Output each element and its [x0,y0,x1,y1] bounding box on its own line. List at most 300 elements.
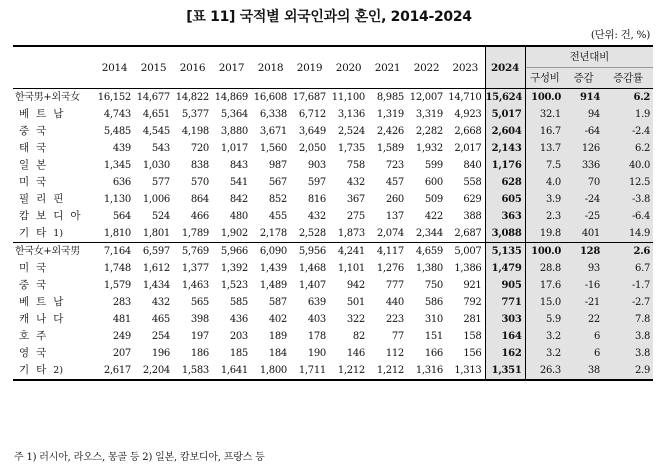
value-cell: 838 [190,160,209,171]
table-row [13,294,653,311]
rate-cell: 3.8 [603,345,653,362]
value-cell: 1,902 [220,228,248,239]
header-year: 2015 [134,46,173,89]
value-2024-cell: 1,479 [485,260,525,277]
share-cell: 15.0 [525,294,564,311]
value-cell: 158 [463,331,482,342]
value-cell: 1,130 [103,194,131,205]
value-cell: 465 [151,314,170,325]
footnote-marker: 2) [53,365,64,376]
value-cell: 2,617 [95,362,134,380]
table-row [13,277,653,294]
value-cell: 480 [229,211,248,222]
value-cell: 1,030 [142,160,170,171]
value-cell: 403 [307,314,326,325]
value-cell: 137 [385,211,404,222]
value-cell: 457 [385,177,404,188]
value-cell: 2,178 [259,228,287,239]
change-cell: 914 [564,89,603,107]
value-cell: 5,769 [173,243,212,261]
table-body [13,89,653,381]
value-cell: 186 [190,348,209,359]
value-cell: 7,164 [95,243,134,261]
country-name: 태국 [19,142,54,154]
value-cell: 2,426 [376,126,404,137]
value-cell: 2,668 [454,126,482,137]
change-cell: 336 [564,157,603,174]
value-cell: 1,313 [446,362,485,380]
country-name: 호주 [19,330,54,342]
country-label [13,345,95,362]
value-cell: 190 [307,348,326,359]
value-cell: 599 [424,160,443,171]
value-cell: 6,712 [298,109,326,120]
table-title: [표 11] 국적별 외국인과의 혼인, 2014-2024 [186,9,472,25]
value-cell: 4,198 [181,126,209,137]
change-cell: 94 [564,106,603,123]
value-cell: 481 [112,314,131,325]
rate-cell: 14.9 [603,225,653,243]
value-cell: 5,485 [103,126,131,137]
change-cell: 38 [564,362,603,380]
value-cell: 921 [463,280,482,291]
value-cell: 816 [307,194,326,205]
value-cell: 6,090 [251,243,290,261]
country-label [13,311,95,328]
value-cell: 466 [190,211,209,222]
value-cell: 402 [268,314,287,325]
rate-cell: -2.4 [603,123,653,140]
rate-cell: -2.7 [603,294,653,311]
value-cell: 577 [151,177,170,188]
value-cell: 178 [307,331,326,342]
country-name: 미국 [19,176,54,188]
value-cell: 777 [385,280,404,291]
value-cell: 2,074 [376,228,404,239]
rate-cell: 2.6 [603,243,653,261]
value-cell: 1,319 [376,109,404,120]
change-cell: 128 [564,243,603,261]
header-year: 2023 [446,46,485,89]
change-cell: 6 [564,345,603,362]
value-cell: 14,710 [446,89,485,107]
value-cell: 6,338 [259,109,287,120]
value-cell: 6,597 [134,243,173,261]
value-cell: 3,671 [259,126,287,137]
table-row [13,328,653,345]
value-cell: 275 [346,211,365,222]
value-cell: 1,560 [259,143,287,154]
header-blank [13,46,95,89]
rate-cell: 6.7 [603,260,653,277]
share-cell: 3.2 [525,345,564,362]
value-cell: 1,641 [212,362,251,380]
country-label [13,106,95,123]
country-name: 캄보디아 [19,210,88,222]
value-cell: 564 [112,211,131,222]
rate-cell: 1.9 [603,106,653,123]
share-cell: 2.3 [525,208,564,225]
value-cell: 842 [229,194,248,205]
value-cell: 1,589 [376,143,404,154]
value-cell: 5,007 [446,243,485,261]
value-cell: 1,377 [181,263,209,274]
country-name: 기타 [19,227,54,239]
value-cell: 509 [424,194,443,205]
value-cell: 1,006 [142,194,170,205]
header-year: 2020 [329,46,368,89]
value-cell: 636 [112,177,131,188]
value-2024-cell: 162 [485,345,525,362]
value-cell: 196 [151,348,170,359]
change-cell: 22 [564,311,603,328]
value-cell: 2,528 [298,228,326,239]
value-cell: 189 [268,331,287,342]
table-row [13,345,653,362]
value-cell: 223 [385,314,404,325]
value-cell: 750 [424,280,443,291]
value-cell: 260 [385,194,404,205]
value-2024-cell: 363 [485,208,525,225]
value-cell: 558 [463,177,482,188]
value-cell: 432 [346,177,365,188]
value-cell: 1,380 [415,263,443,274]
share-cell: 3.9 [525,191,564,208]
share-cell: 100.0 [525,243,564,261]
value-cell: 1,212 [329,362,368,380]
value-cell: 4,923 [454,109,482,120]
change-cell: 401 [564,225,603,243]
value-cell: 987 [268,160,287,171]
value-2024-cell: 2,604 [485,123,525,140]
value-2024-cell: 605 [485,191,525,208]
country-name: 베트남 [19,296,71,308]
country-name: 미국 [19,262,54,274]
value-2024-cell: 3,088 [485,225,525,243]
value-cell: 310 [424,314,443,325]
value-cell: 184 [268,348,287,359]
value-2024-cell: 15,624 [485,89,525,107]
header-year: 2019 [290,46,329,89]
value-cell: 1,800 [251,362,290,380]
value-cell: 639 [307,297,326,308]
value-cell: 1,523 [220,280,248,291]
value-cell: 14,869 [212,89,251,107]
footnote-marker: 1) [53,228,64,239]
share-cell: 3.2 [525,328,564,345]
change-cell: 93 [564,260,603,277]
header-share: 구성비 [525,68,564,89]
share-cell: 7.5 [525,157,564,174]
group-label: 한국女+외국男 [13,243,95,261]
value-cell: 1,748 [103,263,131,274]
country-label [13,362,95,380]
value-cell: 5,364 [220,109,248,120]
value-cell: 587 [268,297,287,308]
share-cell: 19.8 [525,225,564,243]
value-cell: 723 [385,160,404,171]
table-row [13,140,653,157]
value-cell: 281 [463,314,482,325]
change-cell: -16 [564,277,603,294]
value-cell: 864 [190,194,209,205]
country-label [13,191,95,208]
value-cell: 283 [112,297,131,308]
value-cell: 597 [307,177,326,188]
rate-cell: -1.7 [603,277,653,294]
value-cell: 1,345 [103,160,131,171]
change-cell: 6 [564,328,603,345]
value-cell: 1,932 [415,143,443,154]
table-row [13,106,653,123]
value-cell: 112 [385,348,404,359]
value-cell: 2,282 [415,126,443,137]
value-cell: 1,276 [376,263,404,274]
value-cell: 2,524 [337,126,365,137]
share-cell: 5.9 [525,311,564,328]
change-cell: -25 [564,208,603,225]
header-change: 증감 [564,68,603,89]
country-name: 캐나다 [19,313,71,325]
country-name: 기타 [19,364,54,376]
value-cell: 146 [346,348,365,359]
header-year-2024: 2024 [485,46,525,89]
share-cell: 28.8 [525,260,564,277]
value-cell: 388 [463,211,482,222]
value-cell: 77 [391,331,404,342]
country-name: 영국 [19,347,54,359]
value-cell: 586 [424,297,443,308]
value-cell: 185 [229,348,248,359]
table-row [13,157,653,174]
value-cell: 1,489 [259,280,287,291]
rate-cell: 12.5 [603,174,653,191]
share-cell: 32.1 [525,106,564,123]
value-cell: 3,136 [337,109,365,120]
value-cell: 16,608 [251,89,290,107]
value-cell: 543 [151,143,170,154]
value-2024-cell: 5,017 [485,106,525,123]
country-label [13,294,95,311]
unit-label: (단위: 건, %) [590,29,650,41]
value-cell: 1,439 [259,263,287,274]
value-cell: 1,468 [298,263,326,274]
value-cell: 903 [307,160,326,171]
value-cell: 82 [352,331,365,342]
country-name: 중국 [19,125,54,137]
value-cell: 1,386 [454,263,482,274]
value-cell: 432 [151,297,170,308]
change-cell: -64 [564,123,603,140]
value-cell: 156 [463,348,482,359]
value-cell: 166 [424,348,443,359]
value-cell: 440 [385,297,404,308]
change-cell: 126 [564,140,603,157]
value-cell: 4,117 [368,243,407,261]
rate-cell: -6.4 [603,208,653,225]
value-cell: 439 [112,143,131,154]
rate-cell: 6.2 [603,89,653,107]
value-cell: 1,873 [337,228,365,239]
value-cell: 249 [112,331,131,342]
value-2024-cell: 303 [485,311,525,328]
value-cell: 720 [190,143,209,154]
value-cell: 1,810 [103,228,131,239]
value-cell: 629 [463,194,482,205]
header-year: 2016 [173,46,212,89]
value-cell: 570 [190,177,209,188]
value-cell: 1,434 [142,280,170,291]
value-2024-cell: 628 [485,174,525,191]
rate-cell: 2.9 [603,362,653,380]
change-cell: -21 [564,294,603,311]
change-cell: 70 [564,174,603,191]
value-cell: 4,241 [329,243,368,261]
value-cell: 254 [151,331,170,342]
value-cell: 4,651 [142,109,170,120]
value-cell: 1,579 [103,280,131,291]
table-row [13,260,653,277]
value-cell: 14,677 [134,89,173,107]
rate-cell: 7.8 [603,311,653,328]
value-2024-cell: 2,143 [485,140,525,157]
header-year: 2017 [212,46,251,89]
header-prev-year: 전년대비 [525,46,653,68]
value-cell: 4,743 [103,109,131,120]
group-total-row [13,89,653,107]
value-cell: 1,463 [181,280,209,291]
header-year: 2021 [368,46,407,89]
group-total-row [13,243,653,261]
value-cell: 422 [424,211,443,222]
value-cell: 5,956 [290,243,329,261]
value-cell: 852 [268,194,287,205]
country-label [13,225,95,243]
value-cell: 3,649 [298,126,326,137]
value-cell: 432 [307,211,326,222]
share-cell: 13.7 [525,140,564,157]
value-cell: 151 [424,331,443,342]
footnote: 주 1) 러시아, 라오스, 몽골 등 2) 일본, 캄보디아, 프랑스 등 [14,452,265,463]
value-cell: 1,612 [142,263,170,274]
value-cell: 792 [463,297,482,308]
value-cell: 1,212 [368,362,407,380]
country-label [13,157,95,174]
value-cell: 322 [346,314,365,325]
value-cell: 5,966 [212,243,251,261]
value-cell: 8,985 [368,89,407,107]
country-name: 필리핀 [19,193,71,205]
country-name: 중국 [19,279,54,291]
value-cell: 1,583 [173,362,212,380]
value-cell: 1,017 [220,143,248,154]
value-cell: 501 [346,297,365,308]
value-cell: 567 [268,177,287,188]
table-row [13,174,653,191]
table-row [13,311,653,328]
value-cell: 541 [229,177,248,188]
value-cell: 1,316 [407,362,446,380]
value-2024-cell: 5,135 [485,243,525,261]
share-cell: 16.7 [525,123,564,140]
value-cell: 1,101 [337,263,365,274]
value-cell: 600 [424,177,443,188]
value-2024-cell: 905 [485,277,525,294]
share-cell: 17.6 [525,277,564,294]
share-cell: 100.0 [525,89,564,107]
value-cell: 1,392 [220,263,248,274]
value-cell: 1,789 [181,228,209,239]
value-2024-cell: 164 [485,328,525,345]
value-cell: 2,204 [134,362,173,380]
country-name: 일본 [19,159,54,171]
value-cell: 436 [229,314,248,325]
rate-cell: -3.8 [603,191,653,208]
header-change-rate: 증감률 [603,68,653,89]
value-cell: 197 [190,331,209,342]
value-cell: 565 [190,297,209,308]
header-year: 2018 [251,46,290,89]
marriage-table [13,45,653,381]
value-cell: 207 [112,348,131,359]
header-year: 2014 [95,46,134,89]
country-label [13,277,95,294]
country-label [13,260,95,277]
value-cell: 1,407 [298,280,326,291]
rate-cell: 3.8 [603,328,653,345]
share-cell: 4.0 [525,174,564,191]
value-cell: 5,377 [181,109,209,120]
value-cell: 840 [463,160,482,171]
value-cell: 585 [229,297,248,308]
value-cell: 17,687 [290,89,329,107]
value-cell: 1,711 [290,362,329,380]
table-row [13,191,653,208]
value-cell: 12,007 [407,89,446,107]
country-name: 베트남 [19,108,71,120]
value-cell: 398 [190,314,209,325]
value-cell: 2,050 [298,143,326,154]
value-cell: 16,152 [95,89,134,107]
country-label [13,123,95,140]
value-cell: 942 [346,280,365,291]
value-cell: 758 [346,160,365,171]
value-cell: 11,100 [329,89,368,107]
rate-cell: 40.0 [603,157,653,174]
value-cell: 367 [346,194,365,205]
value-cell: 4,659 [407,243,446,261]
rate-cell: 6.2 [603,140,653,157]
value-cell: 3,319 [415,109,443,120]
country-label [13,174,95,191]
table-row [13,362,653,380]
country-label [13,328,95,345]
value-cell: 203 [229,331,248,342]
change-cell: -24 [564,191,603,208]
value-cell: 2,344 [415,228,443,239]
value-cell: 2,017 [454,143,482,154]
value-2024-cell: 1,176 [485,157,525,174]
value-cell: 4,545 [142,126,170,137]
group-label: 한국男+외국女 [13,89,95,107]
table-row [13,123,653,140]
value-cell: 3,880 [220,126,248,137]
table-row [13,225,653,243]
value-cell: 14,822 [173,89,212,107]
header-year: 2022 [407,46,446,89]
table-row [13,208,653,225]
value-cell: 524 [151,211,170,222]
